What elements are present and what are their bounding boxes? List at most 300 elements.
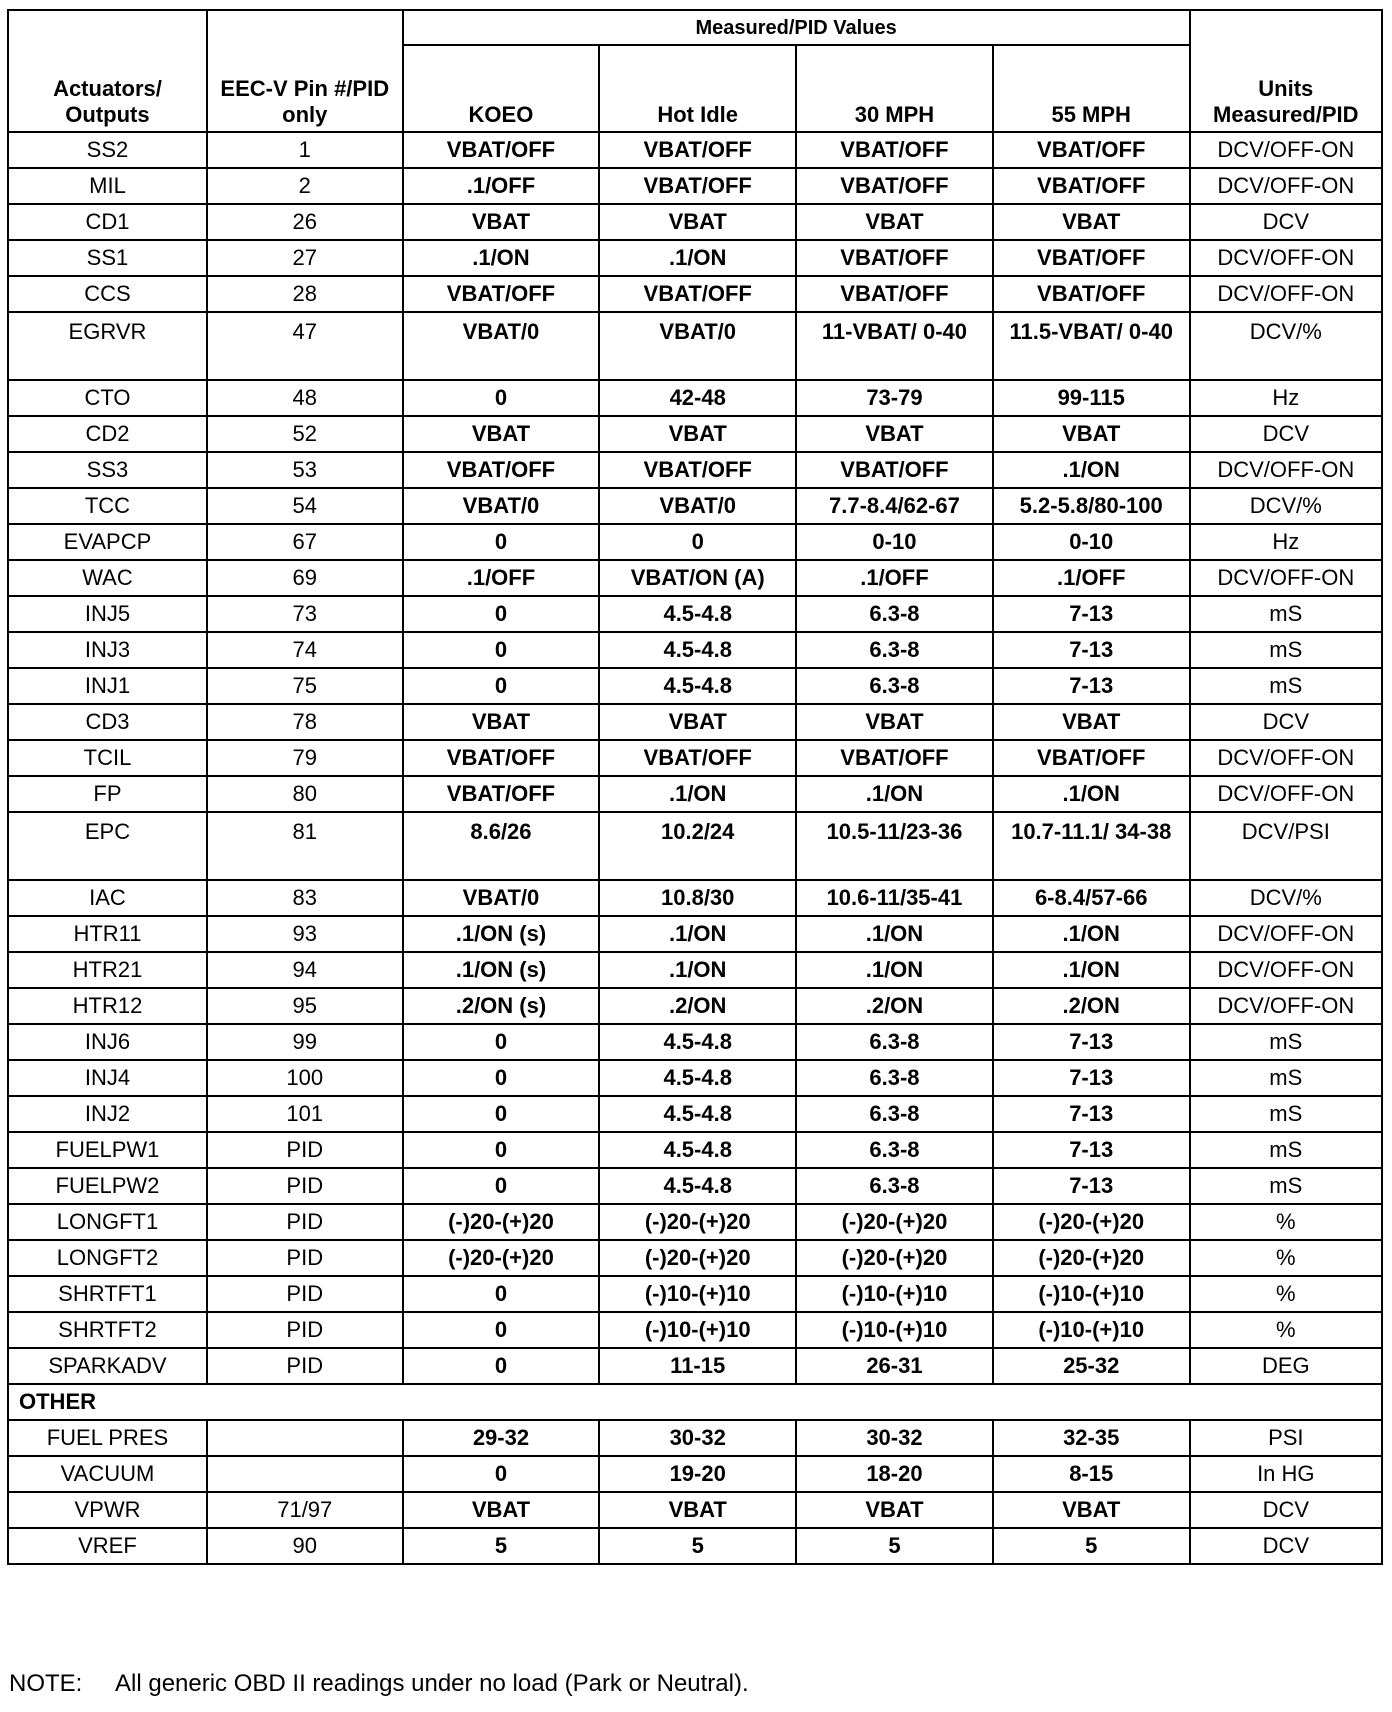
cell-30-mph: 26-31 [796, 1348, 993, 1384]
cell-units: DEG [1190, 1348, 1382, 1384]
header-koeo: KOEO [403, 45, 600, 132]
cell-units: mS [1190, 1168, 1382, 1204]
cell-55-mph: 25-32 [993, 1348, 1190, 1384]
cell-koeo: VBAT [403, 416, 600, 452]
cell-actuator: EVAPCP [8, 524, 207, 560]
cell-koeo: .1/ON (s) [403, 952, 600, 988]
cell-pin: PID [207, 1276, 403, 1312]
cell-hot-idle: .1/ON [599, 952, 796, 988]
cell-55-mph: 8-15 [993, 1456, 1190, 1492]
cell-55-mph: 10.7-11.1/ 34-38 [993, 812, 1190, 880]
cell-units: DCV/OFF-ON [1190, 560, 1382, 596]
cell-units: % [1190, 1276, 1382, 1312]
cell-hot-idle: (-)10-(+)10 [599, 1276, 796, 1312]
cell-units: Hz [1190, 380, 1382, 416]
table-row [8, 1528, 1382, 1564]
cell-actuator: FUEL PRES [8, 1420, 207, 1456]
table-row [8, 596, 1382, 632]
table-row [8, 560, 1382, 596]
cell-pin: 73 [207, 596, 403, 632]
cell-hot-idle: 4.5-4.8 [599, 632, 796, 668]
cell-pin: PID [207, 1204, 403, 1240]
table-row [8, 132, 1382, 168]
cell-koeo: 0 [403, 1312, 600, 1348]
cell-koeo: 0 [403, 1168, 600, 1204]
cell-units: % [1190, 1204, 1382, 1240]
cell-units: % [1190, 1240, 1382, 1276]
cell-actuator: LONGFT2 [8, 1240, 207, 1276]
cell-units: DCV/OFF-ON [1190, 240, 1382, 276]
cell-30-mph: 73-79 [796, 380, 993, 416]
cell-units: DCV/OFF-ON [1190, 776, 1382, 812]
cell-units: DCV/OFF-ON [1190, 916, 1382, 952]
cell-30-mph: VBAT/OFF [796, 132, 993, 168]
cell-koeo: 0 [403, 524, 600, 560]
cell-actuator: SHRTFT1 [8, 1276, 207, 1312]
cell-koeo: VBAT [403, 704, 600, 740]
cell-30-mph: VBAT/OFF [796, 168, 993, 204]
cell-actuator: INJ4 [8, 1060, 207, 1096]
header-30-mph: 30 MPH [796, 45, 993, 132]
cell-units: DCV/PSI [1190, 812, 1382, 880]
cell-units: DCV/OFF-ON [1190, 452, 1382, 488]
cell-hot-idle: VBAT [599, 416, 796, 452]
cell-hot-idle: VBAT/0 [599, 312, 796, 380]
cell-pin: 52 [207, 416, 403, 452]
header-row-top [8, 10, 1382, 45]
cell-koeo: VBAT/OFF [403, 132, 600, 168]
cell-55-mph: VBAT [993, 1492, 1190, 1528]
cell-actuator: CD1 [8, 204, 207, 240]
header-measured-group: Measured/PID Values [403, 10, 1190, 45]
cell-30-mph: 6.3-8 [796, 1132, 993, 1168]
cell-actuator: VACUUM [8, 1456, 207, 1492]
cell-pin: 101 [207, 1096, 403, 1132]
cell-actuator: IAC [8, 880, 207, 916]
cell-koeo: 5 [403, 1528, 600, 1564]
table-row [8, 952, 1382, 988]
cell-pin: 2 [207, 168, 403, 204]
cell-koeo: 0 [403, 1096, 600, 1132]
cell-30-mph: 6.3-8 [796, 596, 993, 632]
cell-55-mph: 0-10 [993, 524, 1190, 560]
cell-hot-idle: (-)20-(+)20 [599, 1240, 796, 1276]
cell-pin: 90 [207, 1528, 403, 1564]
cell-30-mph: VBAT [796, 704, 993, 740]
cell-koeo: 0 [403, 632, 600, 668]
cell-actuator: HTR21 [8, 952, 207, 988]
cell-units: In HG [1190, 1456, 1382, 1492]
cell-55-mph: VBAT [993, 204, 1190, 240]
cell-koeo: 8.6/26 [403, 812, 600, 880]
cell-55-mph: 7-13 [993, 668, 1190, 704]
cell-30-mph: (-)20-(+)20 [796, 1240, 993, 1276]
cell-hot-idle: VBAT/OFF [599, 276, 796, 312]
header-units: Units Measured/PID [1190, 10, 1382, 132]
cell-pin: PID [207, 1168, 403, 1204]
table-row [8, 1096, 1382, 1132]
cell-30-mph: (-)10-(+)10 [796, 1312, 993, 1348]
cell-units: mS [1190, 596, 1382, 632]
table-row [8, 1024, 1382, 1060]
table-row [8, 168, 1382, 204]
cell-hot-idle: 4.5-4.8 [599, 668, 796, 704]
cell-actuator: VREF [8, 1528, 207, 1564]
cell-55-mph: VBAT [993, 416, 1190, 452]
cell-hot-idle: .1/ON [599, 776, 796, 812]
cell-actuator: WAC [8, 560, 207, 596]
cell-koeo: .1/OFF [403, 168, 600, 204]
table-row [8, 812, 1382, 880]
cell-30-mph: .1/OFF [796, 560, 993, 596]
table-row [8, 880, 1382, 916]
cell-actuator: FUELPW1 [8, 1132, 207, 1168]
cell-koeo: (-)20-(+)20 [403, 1240, 600, 1276]
table-row [8, 452, 1382, 488]
cell-pin: 1 [207, 132, 403, 168]
cell-55-mph: .1/ON [993, 916, 1190, 952]
cell-actuator: TCIL [8, 740, 207, 776]
cell-pin: 47 [207, 312, 403, 380]
cell-actuator: HTR12 [8, 988, 207, 1024]
table-row [8, 1204, 1382, 1240]
cell-30-mph: 6.3-8 [796, 1060, 993, 1096]
cell-55-mph: 99-115 [993, 380, 1190, 416]
cell-30-mph: 11-VBAT/ 0-40 [796, 312, 993, 380]
cell-actuator: SPARKADV [8, 1348, 207, 1384]
cell-hot-idle: 4.5-4.8 [599, 1024, 796, 1060]
cell-30-mph: .1/ON [796, 776, 993, 812]
cell-30-mph: VBAT/OFF [796, 276, 993, 312]
cell-55-mph: VBAT/OFF [993, 240, 1190, 276]
table-row [8, 416, 1382, 452]
cell-hot-idle: VBAT/OFF [599, 740, 796, 776]
cell-actuator: LONGFT1 [8, 1204, 207, 1240]
cell-koeo: VBAT/0 [403, 312, 600, 380]
note-label: NOTE: [9, 1670, 83, 1697]
cell-units: DCV/% [1190, 488, 1382, 524]
cell-actuator: SS2 [8, 132, 207, 168]
cell-koeo: 0 [403, 668, 600, 704]
cell-units: PSI [1190, 1420, 1382, 1456]
cell-units: DCV/% [1190, 880, 1382, 916]
cell-pin: 71/97 [207, 1492, 403, 1528]
cell-koeo: .1/ON [403, 240, 600, 276]
cell-hot-idle: 4.5-4.8 [599, 596, 796, 632]
cell-pin: 99 [207, 1024, 403, 1060]
table-row [8, 204, 1382, 240]
cell-koeo: .1/OFF [403, 560, 600, 596]
header-pin: EEC-V Pin #/PID only [207, 10, 403, 132]
table-row [8, 740, 1382, 776]
table-row [8, 1168, 1382, 1204]
cell-units: mS [1190, 632, 1382, 668]
cell-units: mS [1190, 1060, 1382, 1096]
cell-hot-idle: .2/ON [599, 988, 796, 1024]
cell-hot-idle: VBAT/ON (A) [599, 560, 796, 596]
table-row [8, 916, 1382, 952]
cell-pin: 83 [207, 880, 403, 916]
table-row [8, 1312, 1382, 1348]
cell-30-mph: VBAT [796, 416, 993, 452]
cell-koeo: .1/ON (s) [403, 916, 600, 952]
cell-pin: 80 [207, 776, 403, 812]
cell-55-mph: (-)20-(+)20 [993, 1204, 1190, 1240]
cell-30-mph: 6.3-8 [796, 668, 993, 704]
cell-actuator: HTR11 [8, 916, 207, 952]
cell-pin: 94 [207, 952, 403, 988]
cell-pin [207, 1420, 403, 1456]
cell-30-mph: 30-32 [796, 1420, 993, 1456]
cell-30-mph: 6.3-8 [796, 632, 993, 668]
pid-values-table [7, 9, 1383, 1565]
cell-units: DCV/OFF-ON [1190, 276, 1382, 312]
cell-pin: PID [207, 1240, 403, 1276]
cell-units: mS [1190, 1096, 1382, 1132]
cell-30-mph: 6.3-8 [796, 1096, 993, 1132]
cell-hot-idle: 4.5-4.8 [599, 1132, 796, 1168]
table-row [8, 704, 1382, 740]
cell-hot-idle: 42-48 [599, 380, 796, 416]
cell-actuator: EPC [8, 812, 207, 880]
cell-pin: 28 [207, 276, 403, 312]
section-row-other [8, 1384, 1382, 1420]
cell-actuator: INJ2 [8, 1096, 207, 1132]
cell-55-mph: 7-13 [993, 1060, 1190, 1096]
cell-koeo: 0 [403, 1060, 600, 1096]
cell-koeo: 0 [403, 1348, 600, 1384]
cell-55-mph: 7-13 [993, 1168, 1190, 1204]
cell-hot-idle: 10.2/24 [599, 812, 796, 880]
table-row [8, 1060, 1382, 1096]
cell-pin: 81 [207, 812, 403, 880]
footnote [9, 1670, 749, 1698]
cell-30-mph: 5 [796, 1528, 993, 1564]
cell-30-mph: 18-20 [796, 1456, 993, 1492]
table-body [8, 132, 1382, 1564]
cell-hot-idle: VBAT/OFF [599, 168, 796, 204]
table-row [8, 488, 1382, 524]
cell-pin: PID [207, 1348, 403, 1384]
table-row [8, 988, 1382, 1024]
note-text: All generic OBD II readings under no load (Park or Neutral). [115, 1670, 749, 1697]
cell-30-mph: .2/ON [796, 988, 993, 1024]
cell-pin: 53 [207, 452, 403, 488]
cell-koeo: 0 [403, 380, 600, 416]
cell-actuator: SHRTFT2 [8, 1312, 207, 1348]
cell-koeo: 0 [403, 1132, 600, 1168]
cell-30-mph: 10.5-11/23-36 [796, 812, 993, 880]
cell-actuator: VPWR [8, 1492, 207, 1528]
cell-units: DCV [1190, 416, 1382, 452]
cell-pin: 78 [207, 704, 403, 740]
cell-30-mph: VBAT/OFF [796, 740, 993, 776]
cell-pin: 48 [207, 380, 403, 416]
cell-koeo: VBAT/0 [403, 880, 600, 916]
cell-pin: 74 [207, 632, 403, 668]
cell-actuator: CD3 [8, 704, 207, 740]
cell-hot-idle: 4.5-4.8 [599, 1168, 796, 1204]
cell-55-mph: (-)10-(+)10 [993, 1276, 1190, 1312]
cell-units: DCV [1190, 704, 1382, 740]
header-actuators: Actuators/ Outputs [8, 10, 207, 132]
cell-koeo: VBAT/OFF [403, 276, 600, 312]
cell-pin: 54 [207, 488, 403, 524]
cell-pin: 67 [207, 524, 403, 560]
cell-units: DCV/OFF-ON [1190, 988, 1382, 1024]
cell-30-mph: .1/ON [796, 916, 993, 952]
cell-units: DCV [1190, 1492, 1382, 1528]
cell-30-mph: 0-10 [796, 524, 993, 560]
cell-30-mph: VBAT [796, 204, 993, 240]
cell-pin: PID [207, 1312, 403, 1348]
cell-units: mS [1190, 668, 1382, 704]
cell-hot-idle: 0 [599, 524, 796, 560]
header-55-mph: 55 MPH [993, 45, 1190, 132]
cell-30-mph: (-)20-(+)20 [796, 1204, 993, 1240]
cell-actuator: EGRVR [8, 312, 207, 380]
cell-hot-idle: 4.5-4.8 [599, 1096, 796, 1132]
cell-pin [207, 1456, 403, 1492]
cell-55-mph: 32-35 [993, 1420, 1190, 1456]
section-label-other: OTHER [8, 1384, 1382, 1420]
cell-actuator: INJ1 [8, 668, 207, 704]
cell-55-mph: VBAT/OFF [993, 276, 1190, 312]
cell-55-mph: 7-13 [993, 632, 1190, 668]
cell-koeo: .2/ON (s) [403, 988, 600, 1024]
cell-koeo: VBAT/OFF [403, 452, 600, 488]
cell-koeo: VBAT [403, 1492, 600, 1528]
cell-55-mph: 5.2-5.8/80-100 [993, 488, 1190, 524]
cell-actuator: CTO [8, 380, 207, 416]
cell-55-mph: 7-13 [993, 1024, 1190, 1060]
cell-hot-idle: .1/ON [599, 916, 796, 952]
cell-pin: 27 [207, 240, 403, 276]
cell-30-mph: 10.6-11/35-41 [796, 880, 993, 916]
cell-koeo: VBAT [403, 204, 600, 240]
cell-koeo: 0 [403, 1024, 600, 1060]
table-row [8, 1240, 1382, 1276]
cell-55-mph: (-)10-(+)10 [993, 1312, 1190, 1348]
table-row [8, 1132, 1382, 1168]
cell-koeo: VBAT/OFF [403, 776, 600, 812]
cell-pin: 75 [207, 668, 403, 704]
table-row [8, 1276, 1382, 1312]
cell-30-mph: VBAT/OFF [796, 240, 993, 276]
table-row [8, 1456, 1382, 1492]
cell-hot-idle: 19-20 [599, 1456, 796, 1492]
cell-units: mS [1190, 1132, 1382, 1168]
cell-hot-idle: 4.5-4.8 [599, 1060, 796, 1096]
cell-units: DCV/OFF-ON [1190, 132, 1382, 168]
cell-units: % [1190, 1312, 1382, 1348]
cell-actuator: INJ5 [8, 596, 207, 632]
cell-pin: 95 [207, 988, 403, 1024]
table-row [8, 632, 1382, 668]
cell-pin: 69 [207, 560, 403, 596]
cell-55-mph: 7-13 [993, 1132, 1190, 1168]
cell-55-mph: .1/ON [993, 776, 1190, 812]
cell-units: DCV [1190, 204, 1382, 240]
table-row [8, 1348, 1382, 1384]
cell-55-mph: VBAT [993, 704, 1190, 740]
cell-pin: 100 [207, 1060, 403, 1096]
cell-hot-idle: (-)10-(+)10 [599, 1312, 796, 1348]
cell-55-mph: VBAT/OFF [993, 168, 1190, 204]
cell-actuator: FUELPW2 [8, 1168, 207, 1204]
table-row [8, 312, 1382, 380]
table-row [8, 240, 1382, 276]
cell-55-mph: 7-13 [993, 1096, 1190, 1132]
cell-pin: 93 [207, 916, 403, 952]
cell-30-mph: 7.7-8.4/62-67 [796, 488, 993, 524]
cell-hot-idle: VBAT [599, 1492, 796, 1528]
cell-30-mph: (-)10-(+)10 [796, 1276, 993, 1312]
cell-hot-idle: VBAT [599, 204, 796, 240]
cell-30-mph: .1/ON [796, 952, 993, 988]
cell-hot-idle: 5 [599, 1528, 796, 1564]
cell-55-mph: VBAT/OFF [993, 740, 1190, 776]
cell-koeo: 29-32 [403, 1420, 600, 1456]
cell-55-mph: .2/ON [993, 988, 1190, 1024]
table-row [8, 276, 1382, 312]
table-row [8, 380, 1382, 416]
cell-actuator: INJ3 [8, 632, 207, 668]
cell-actuator: MIL [8, 168, 207, 204]
cell-55-mph: 7-13 [993, 596, 1190, 632]
cell-55-mph: (-)20-(+)20 [993, 1240, 1190, 1276]
cell-55-mph: .1/OFF [993, 560, 1190, 596]
cell-actuator: SS1 [8, 240, 207, 276]
cell-actuator: SS3 [8, 452, 207, 488]
cell-actuator: FP [8, 776, 207, 812]
cell-units: DCV/OFF-ON [1190, 168, 1382, 204]
cell-units: DCV/% [1190, 312, 1382, 380]
cell-koeo: VBAT/0 [403, 488, 600, 524]
cell-units: Hz [1190, 524, 1382, 560]
table-row [8, 776, 1382, 812]
cell-hot-idle: 11-15 [599, 1348, 796, 1384]
cell-hot-idle: (-)20-(+)20 [599, 1204, 796, 1240]
cell-55-mph: VBAT/OFF [993, 132, 1190, 168]
cell-actuator: CD2 [8, 416, 207, 452]
cell-hot-idle: VBAT/OFF [599, 132, 796, 168]
cell-55-mph: 11.5-VBAT/ 0-40 [993, 312, 1190, 380]
table-row [8, 524, 1382, 560]
cell-pin: PID [207, 1132, 403, 1168]
cell-55-mph: 5 [993, 1528, 1190, 1564]
cell-koeo: 0 [403, 596, 600, 632]
cell-pin: 26 [207, 204, 403, 240]
cell-actuator: CCS [8, 276, 207, 312]
cell-hot-idle: .1/ON [599, 240, 796, 276]
cell-55-mph: 6-8.4/57-66 [993, 880, 1190, 916]
cell-30-mph: 6.3-8 [796, 1024, 993, 1060]
cell-55-mph: .1/ON [993, 952, 1190, 988]
header-hot-idle: Hot Idle [599, 45, 796, 132]
cell-30-mph: VBAT [796, 1492, 993, 1528]
cell-koeo: 0 [403, 1456, 600, 1492]
cell-hot-idle: 10.8/30 [599, 880, 796, 916]
cell-actuator: INJ6 [8, 1024, 207, 1060]
cell-hot-idle: VBAT/OFF [599, 452, 796, 488]
table-row [8, 1420, 1382, 1456]
cell-koeo: 0 [403, 1276, 600, 1312]
cell-hot-idle: VBAT/0 [599, 488, 796, 524]
cell-pin: 79 [207, 740, 403, 776]
cell-units: mS [1190, 1024, 1382, 1060]
cell-actuator: TCC [8, 488, 207, 524]
